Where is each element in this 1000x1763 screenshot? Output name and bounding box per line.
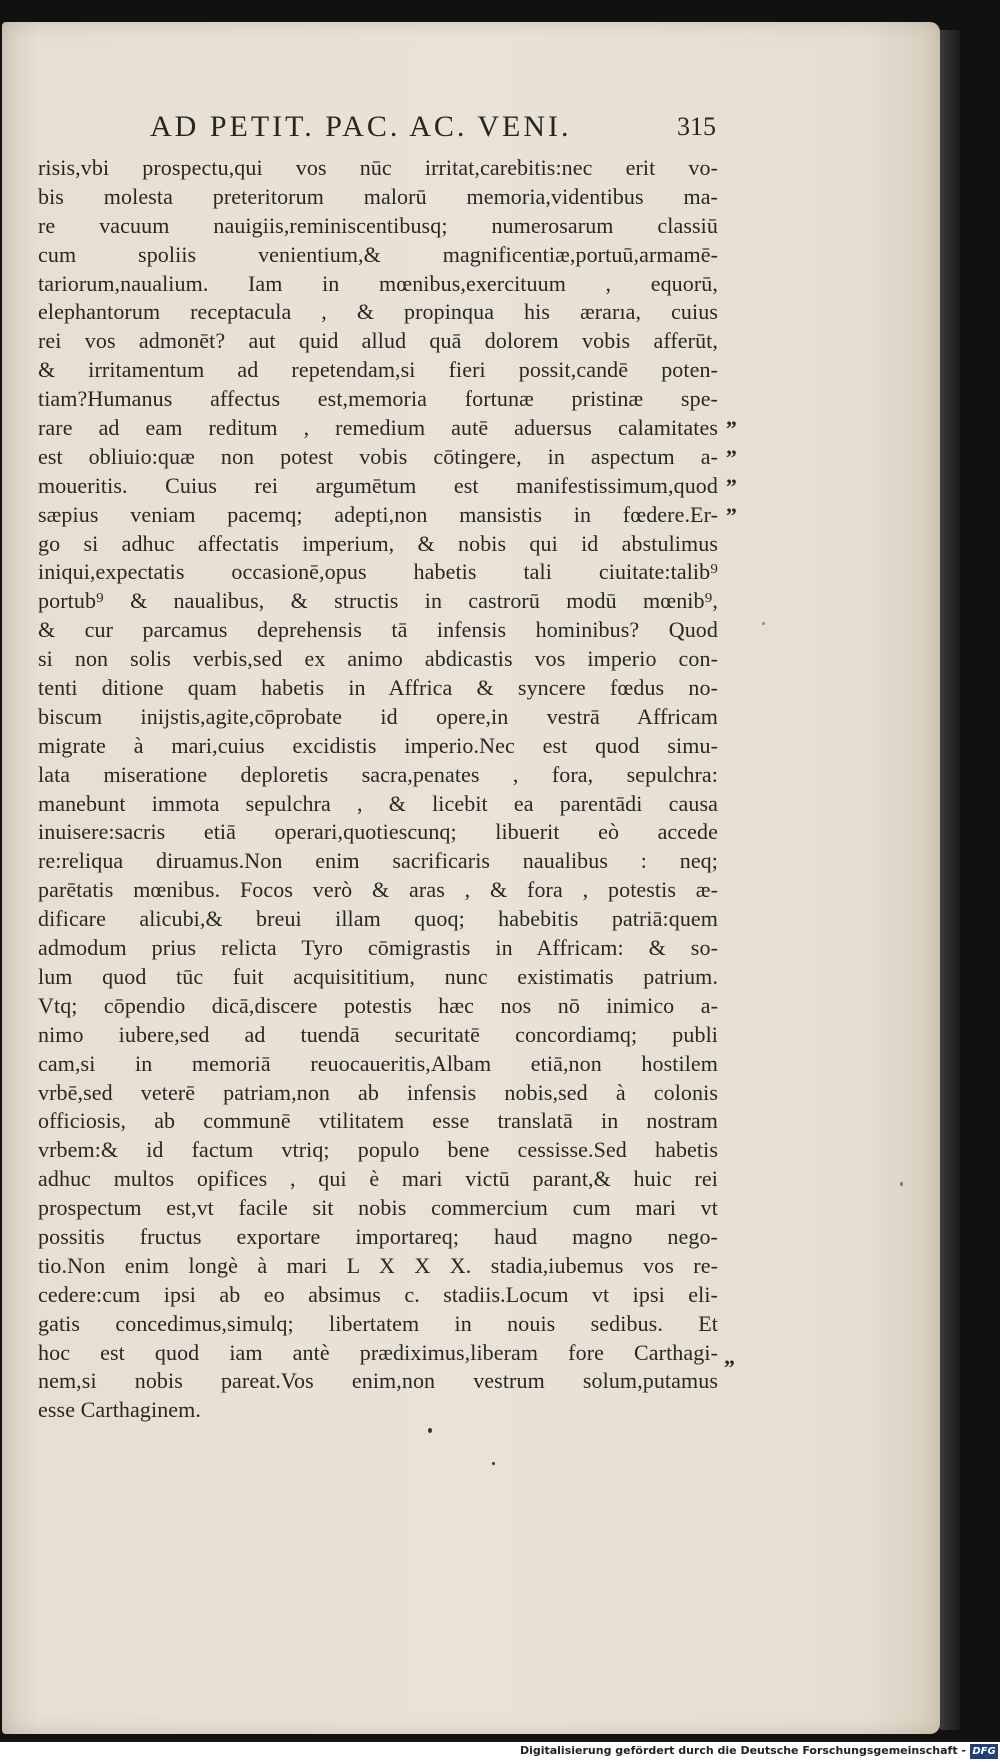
text-line: risis,vbi prospectu,qui vos nūc irritat,carebitis:nec erit vo- [38,155,718,180]
digitization-footer [0,1742,1000,1763]
text-line: migrate à mari,cuius excidistis imperio.Nec est quod simu- [38,732,718,758]
text-line: parētatis mœnibus. Focos verò & aras , & fora , potestis æ- [38,877,718,903]
text-line: & irritamentum ad repetendam,si fieri possit,candē poten- [38,357,718,383]
text-line: officiosis, ab communē vtilitatem esse translatā in nostram [38,1108,718,1134]
text-line: vrbem:& id factum vtriq; populo bene cessisse.Sed habetis [38,1137,718,1163]
margin-quote-mark: „ [726,463,737,488]
running-head: AD PETIT. PAC. AC. VENI. [150,110,572,143]
text-line: tio.Non enim longè à mari L X X X. stadia,iubemus vos re- [38,1252,718,1278]
text-line: moueritis. Cuius rei argumētum est manifestissimum,quod [38,472,718,498]
margin-quote-mark: „ [724,1344,735,1369]
text-line: iniqui,expectatis occasionē,opus habetis tali ciuitate:talib⁹ [38,559,718,585]
text-line: manebunt immota sepulchra , & licebit ea parentādi causa [38,790,718,816]
text-line: go si adhuc affectatis imperium, & nobis qui id abstulimus [38,530,718,556]
text-line: nem,si nobis pareat.Vos enim,non vestrum solum,putamus [38,1368,718,1394]
margin-quote-mark: „ [726,492,737,517]
text-line: cum spoliis venientium,& magnificentiæ,portuū,armamē- [38,241,718,267]
text-line: vrbē,sed veterē patriam,non ab infensis nobis,sed à colonis [38,1079,718,1105]
text-line: rare ad eam reditum , remedium autē aduersus calamitates [38,415,718,441]
text-line: cedere:cum ipsi ab eo absimus c. stadiis.Locum vt ipsi eli- [38,1281,718,1307]
text-line: tiam?Humanus affectus est,memoria fortunæ pristinæ spe- [38,386,718,412]
text-line: elephantorum receptacula , & propinqua his ærarıa, cuius [38,299,718,325]
margin-quote-mark: „ [726,434,737,459]
text-line: sæpius veniam pacemq; adepti,non mansistis in fœdere.Er- [38,501,718,527]
text-line: prospectum est,vt facile sit nobis commercium cum mari vt [38,1195,718,1221]
ink-speck [428,1428,432,1433]
funding-credit: Digitalisierung gefördert durch die Deutsche Forschungsgemeinschaft - [519,1744,966,1757]
text-line: gatis concedimus,simulq; libertatem in nouis sedibus. Et [38,1310,718,1336]
text-line: adhuc multos opifices , qui è mari victū parant,& huic rei [38,1166,718,1192]
ink-speck [900,1182,903,1186]
text-line: lata miseratione deploretis sacra,penates , fora, sepulchra: [38,761,718,787]
margin-quote-mark: „ [726,405,737,430]
text-line: tenti ditione quam habetis in Affrica & syncere fœdus no- [38,675,718,701]
text-line: cam,si in memoriā reuocaueritis,Albam etiā,non hostilem [38,1050,718,1076]
text-line: dificare alicubi,& breui illam quoq; habebitis patriā:quem [38,906,718,932]
text-line: bis molesta preteritorum malorū memoria,videntibus ma- [38,183,718,209]
text-line: si non solis verbis,sed ex animo abdicastis vos imperio con- [38,646,718,672]
text-line: Vtq; cōpendio dicā,discere potestis hæc nos nō inimico a- [38,992,718,1018]
text-line: & cur parcamus deprehensis tā infensis hominibus? Quod [38,617,718,643]
text-line: est obliuio:quæ non potest vobis cōtingere, in aspectum a- [38,443,718,469]
dfg-logo-icon: DFG [970,1744,998,1759]
text-line: tariorum,naualium. Iam in mœnibus,exercituum , equorū, [38,270,718,296]
text-line: re:reliqua diruamus.Non enim sacrificaris naualibus : neq; [38,848,718,874]
text-line: re vacuum nauigiis,reminiscentibusq; numerosarum classiū [38,212,718,238]
page-number: 315 [677,112,716,141]
ink-speck [492,1462,495,1465]
text-line: lum quod tūc fuit acquisititium, nunc existimatis patrium. [38,963,718,989]
text-line: possitis fructus exportare importareq; haud magno nego- [38,1223,718,1249]
ink-speck [762,622,765,625]
text-line: biscum inijstis,agite,cōprobate id opere,in vestrā Affricam [38,703,718,729]
text-line: hoc est quod iam antè prædiximus,liberam fore Carthagi- [38,1339,718,1365]
book-page [2,22,940,1734]
text-line: portub⁹ & naualibus, & structis in castrorū modū mœnib⁹, [38,588,718,614]
body-text [38,154,718,1425]
page-edge-shadow [940,30,960,1730]
text-line: rei vos admonēt? aut quid allud quā dolorem vobis afferūt, [38,328,718,354]
text-line: esse Carthaginem. [38,1397,201,1423]
text-line: admodum prius relicta Tyro cōmigrastis in Affricam: & so- [38,935,718,961]
text-line: nimo iubere,sed ad tuendā securitatē concordiamq; publi [38,1021,718,1047]
text-line: inuisere:sacris etiā operari,quotiescunq; libuerit eò accede [38,819,718,845]
